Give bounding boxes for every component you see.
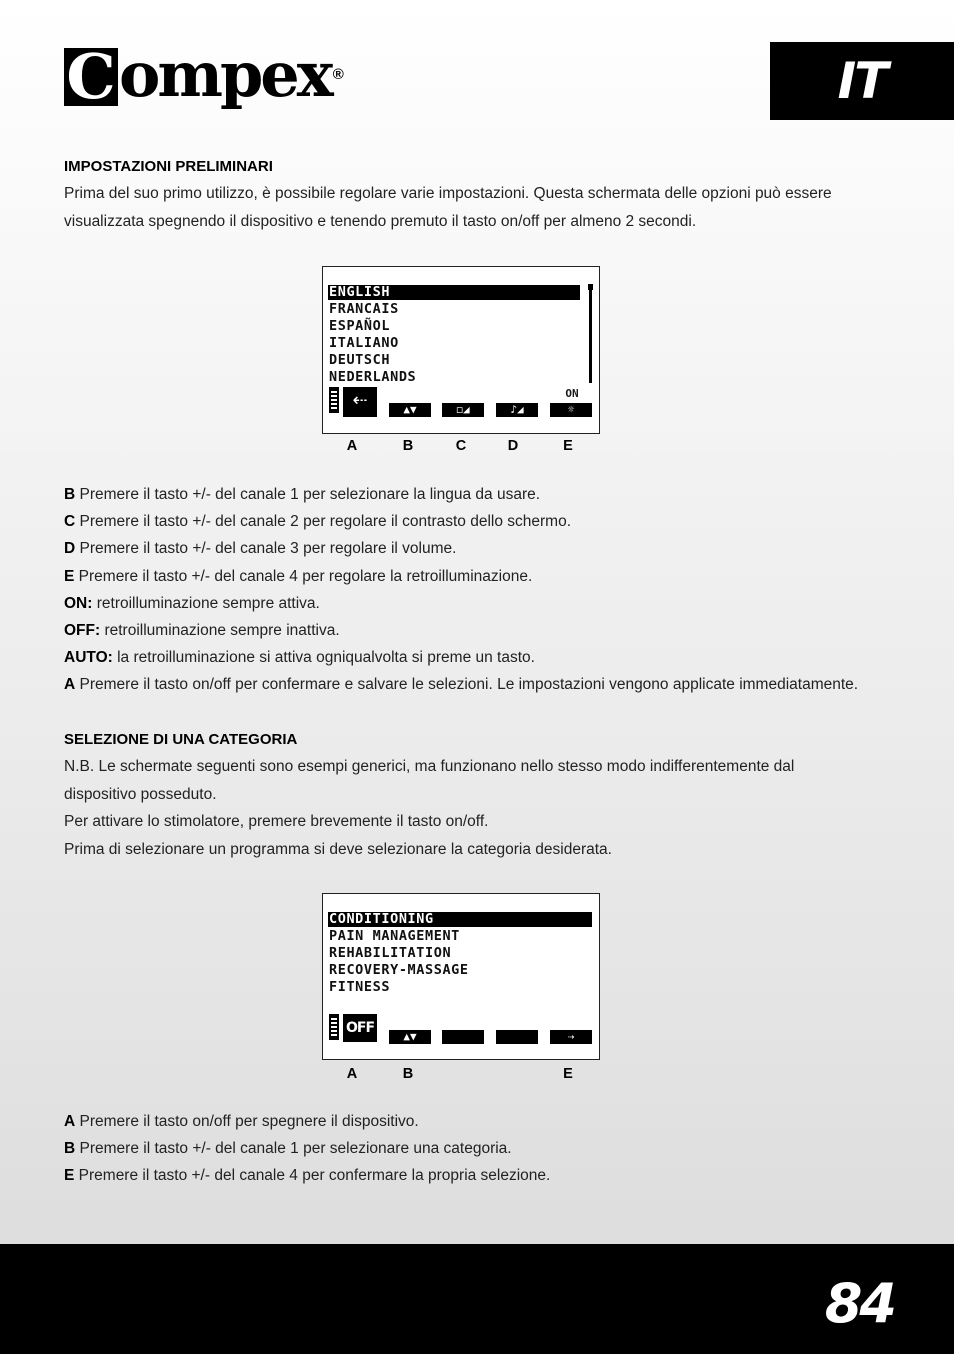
intro-line: Prima del suo primo utilizzo, è possibile regolare varie impostazioni. Questa schermata delle opzioni può essere bbox=[64, 185, 832, 202]
section2-text bbox=[64, 753, 894, 863]
lcd-row: PAIN MANAGEMENT bbox=[329, 928, 460, 944]
legend-key: E bbox=[64, 567, 75, 585]
text-line: Prima di selezionare un programma si deve selezionare la categoria desiderata. bbox=[64, 840, 612, 858]
blank-key-bar bbox=[442, 1030, 484, 1044]
section2-heading: SELEZIONE DI UNA CATEGORIA bbox=[64, 731, 298, 748]
text-line: Per attivare lo stimolatore, premere brevemente il tasto on/off. bbox=[64, 813, 489, 830]
page-number: 84 bbox=[824, 1272, 894, 1335]
lcd-row: FITNESS bbox=[329, 979, 391, 995]
legend-text: retroilluminazione sempre attiva. bbox=[96, 594, 320, 612]
lcd-screen-language bbox=[322, 266, 600, 434]
legend-text: Premere il tasto +/- del canale 4 per regolare la retroilluminazione. bbox=[78, 567, 533, 585]
legend-text: Premere il tasto +/- del canale 1 per selezionare la lingua da usare. bbox=[79, 486, 541, 503]
language-tab: IT bbox=[770, 42, 954, 120]
legend-item bbox=[64, 671, 858, 698]
section1-intro bbox=[64, 180, 894, 235]
legend-key: ON: bbox=[64, 594, 93, 612]
section1-heading: IMPOSTAZIONI PRELIMINARI bbox=[64, 158, 273, 175]
key-label-b: B bbox=[402, 1066, 414, 1082]
lcd-row: NEDERLANDS bbox=[329, 369, 417, 385]
note-line: dispositivo posseduto. bbox=[64, 785, 217, 803]
legend-item bbox=[64, 535, 858, 562]
battery-icon bbox=[329, 387, 339, 413]
lcd-row: REHABILITATION bbox=[329, 945, 452, 961]
volume-icon: ♪◢ bbox=[496, 403, 538, 417]
intro-line: visualizzata spegnendo il dispositivo e tenendo premuto il tasto on/off per almeno 2 secondi. bbox=[64, 212, 697, 230]
lcd-row: RECOVERY-MASSAGE bbox=[329, 962, 469, 978]
page-footer bbox=[0, 1244, 954, 1354]
lcd-row: FRANCAIS bbox=[329, 301, 399, 317]
backlight-on-label: ON bbox=[565, 387, 579, 400]
legend-key: A bbox=[64, 676, 76, 694]
legend-item bbox=[64, 481, 858, 508]
lcd-screen-category bbox=[322, 893, 600, 1060]
legend-key: A bbox=[64, 1113, 76, 1130]
up-down-arrows-icon: ▲▼ bbox=[389, 403, 431, 417]
legend-item bbox=[64, 1135, 550, 1162]
registered-mark: ® bbox=[332, 66, 344, 83]
battery-icon bbox=[329, 1014, 339, 1040]
legend-text: Premere il tasto +/- del canale 1 per selezionare una categoria. bbox=[79, 1140, 512, 1158]
contrast-icon: ◻◢ bbox=[442, 403, 484, 417]
lcd-row: DEUTSCH bbox=[329, 352, 391, 368]
legend-text: Premere il tasto +/- del canale 3 per regolare il volume. bbox=[79, 540, 457, 558]
key-label-e: E bbox=[563, 438, 573, 454]
compex-logo bbox=[64, 40, 344, 120]
legend-key: AUTO: bbox=[64, 649, 113, 667]
legend-item bbox=[64, 590, 858, 617]
forward-arrow-icon: ⇢ bbox=[550, 1030, 592, 1044]
scroll-thumb bbox=[588, 284, 593, 290]
power-off-icon: OFF bbox=[343, 1014, 377, 1042]
key-label-a: A bbox=[346, 1066, 358, 1082]
blank-key-bar bbox=[496, 1030, 538, 1044]
legend-key: D bbox=[64, 540, 76, 558]
legend-text: Premere il tasto on/off per spegnere il dispositivo. bbox=[79, 1113, 419, 1130]
note-line: N.B. Le schermate seguenti sono esempi generici, ma funzionano nello stesso modo indifferentemente dal bbox=[64, 758, 795, 775]
legend-text: Premere il tasto +/- del canale 4 per confermare la propria selezione. bbox=[78, 1167, 551, 1185]
legend-item bbox=[64, 1162, 550, 1189]
legend-item bbox=[64, 617, 858, 644]
legend2 bbox=[64, 1108, 550, 1190]
legend-item bbox=[64, 644, 858, 671]
backlight-icon: ☼ bbox=[550, 403, 592, 417]
key-label-d: D bbox=[507, 438, 519, 454]
legend1 bbox=[64, 481, 858, 699]
lcd-row: ESPAÑOL bbox=[329, 318, 391, 334]
logo-initial: C bbox=[64, 48, 118, 106]
legend-text: Premere il tasto on/off per confermare e salvare le selezioni. Le impostazioni vengono applicate immediatamente. bbox=[79, 676, 859, 694]
lcd-row-selected: CONDITIONING bbox=[328, 912, 592, 927]
key-label-b: B bbox=[402, 438, 414, 454]
key-label-a: A bbox=[346, 438, 358, 454]
legend-key: E bbox=[64, 1167, 75, 1185]
back-arrow-icon: ⇠ bbox=[343, 387, 377, 417]
legend-item bbox=[64, 508, 858, 535]
scrollbar bbox=[589, 285, 592, 383]
lcd-row: ITALIANO bbox=[329, 335, 399, 351]
legend-key: C bbox=[64, 513, 76, 531]
key-label-e: E bbox=[563, 1066, 573, 1082]
up-down-arrows-icon: ▲▼ bbox=[389, 1030, 431, 1044]
legend-key: B bbox=[64, 486, 76, 503]
legend-key: OFF: bbox=[64, 622, 101, 640]
logo-text: ompex bbox=[119, 38, 331, 111]
legend-item bbox=[64, 563, 858, 590]
legend-item bbox=[64, 1108, 550, 1135]
key-label-c: C bbox=[455, 438, 467, 454]
legend-text: Premere il tasto +/- del canale 2 per regolare il contrasto dello schermo. bbox=[79, 513, 572, 531]
legend-text: retroilluminazione sempre inattiva. bbox=[104, 622, 340, 640]
lcd-row-selected: ENGLISH bbox=[328, 285, 580, 300]
legend-key: B bbox=[64, 1140, 76, 1158]
legend-text: la retroilluminazione si attiva ogniqualvolta si preme un tasto. bbox=[117, 649, 535, 667]
